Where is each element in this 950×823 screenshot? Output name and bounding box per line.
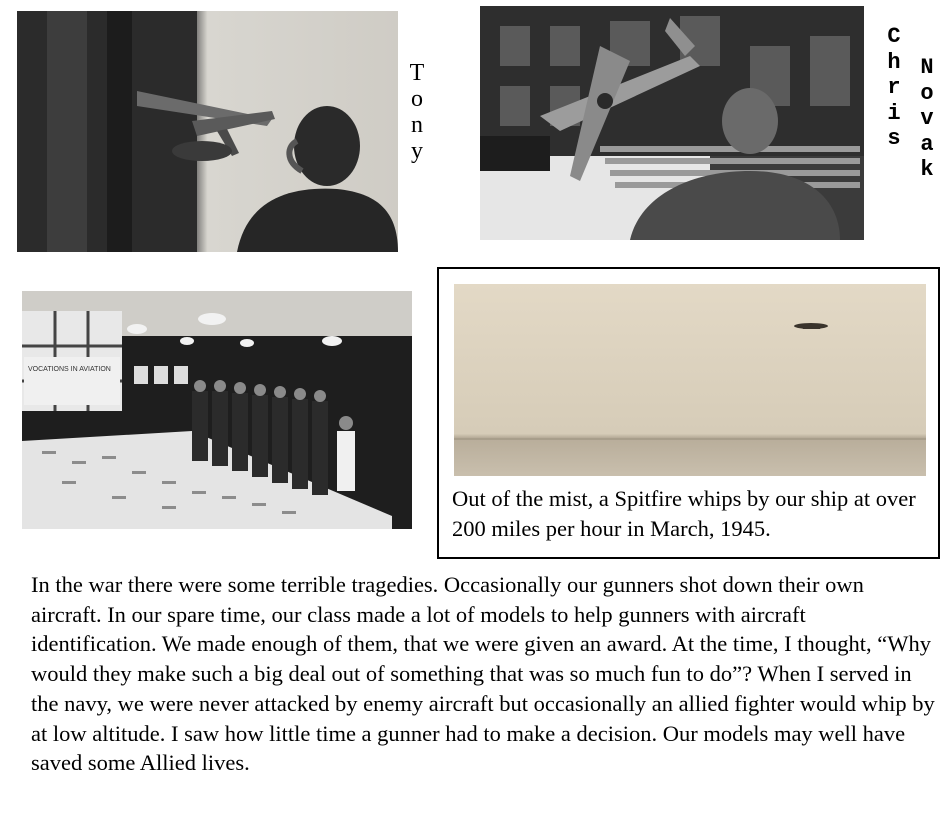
caption-novak: Novak [920, 55, 934, 182]
classroom-board-text: VOCATIONS IN AVIATION [28, 366, 111, 373]
photo-tony-with-model [17, 11, 398, 252]
spitfire-photo-frame [437, 267, 940, 559]
caption-chris: Chris [887, 24, 901, 151]
photo-chris-novak-with-model [480, 6, 864, 240]
body-paragraph: In the war there were some terrible tragedies. Occasionally our gunners shot down their own aircraft. In our spare time, our class made a lot of models to help gunners with aircraft identification. We made enough of them, that we were given an award. At the time, I thought, “Why would they make such a big deal out of something that was so much fun to do”? When I served in the navy, we were never attacked by enemy aircraft but occasionally an allied fighter would whip by at low altitude. I saw how little time a gunner had to make a decision. Our models may well have saved some Allied lives. [31, 572, 935, 776]
photo-spitfire-in-mist [454, 284, 926, 476]
spitfire-caption: Out of the mist, a Spitfire whips by our ship at over 200 miles per hour in March, 1945. [452, 486, 916, 541]
spitfire-aircraft [794, 323, 828, 329]
caption-tony: Tony [409, 60, 425, 164]
photo-classroom-models [22, 291, 412, 529]
